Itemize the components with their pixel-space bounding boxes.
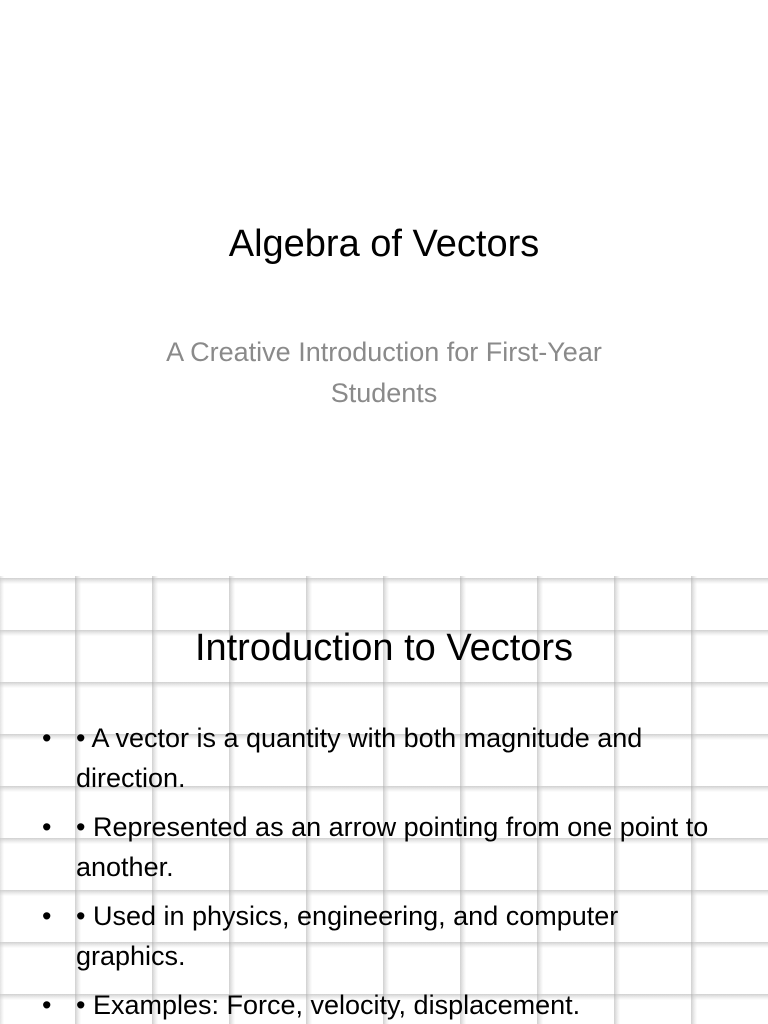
slide-subtitle: A Creative Introduction for First-Year Students: [166, 337, 602, 408]
content-slide: [0, 576, 768, 1024]
content-slide-title: Introduction to Vectors: [194, 627, 574, 669]
bullet-item: [0, 985, 768, 1024]
bullet-marker: •: [42, 723, 52, 753]
bullet-item: [0, 896, 768, 976]
bullet-item: [0, 718, 768, 798]
bullet-text: • A vector is a quantity with both magnitude and direction.: [76, 723, 643, 793]
bullet-marker: •: [42, 990, 52, 1020]
bullet-item: [0, 807, 768, 887]
bullet-text: • Examples: Force, velocity, displacement.: [76, 990, 581, 1020]
bullet-marker: •: [42, 901, 52, 931]
bullet-list: [0, 718, 768, 1024]
bullet-marker: •: [42, 812, 52, 842]
slide-title: Algebra of Vectors: [228, 223, 540, 265]
bullet-text: • Used in physics, engineering, and computer graphics.: [76, 901, 619, 971]
bullet-text: • Represented as an arrow pointing from one point to another.: [76, 812, 709, 882]
